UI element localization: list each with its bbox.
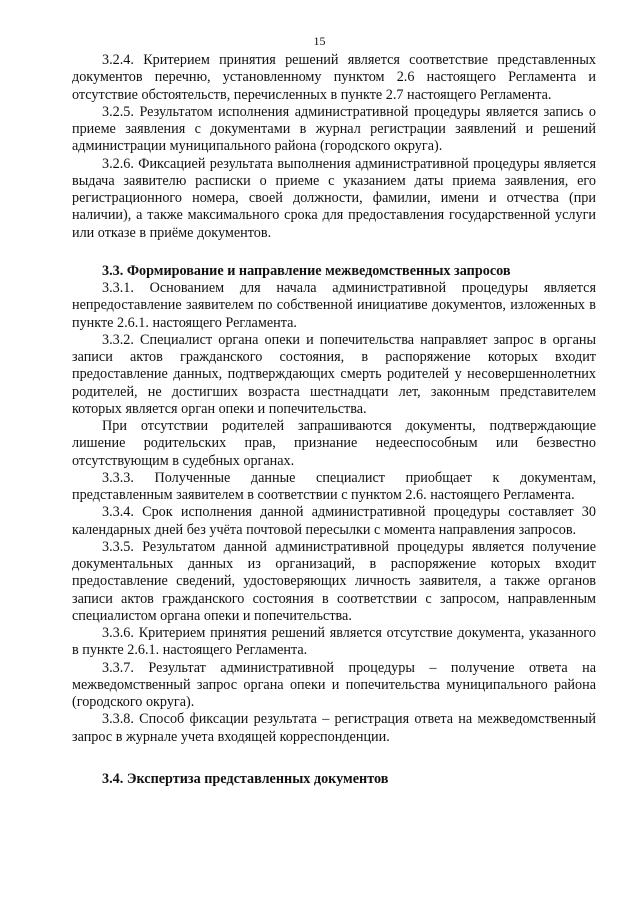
- paragraph-absent-parents: При отсутствии родителей запрашиваются документы, подтверждающие лишение родительских прав, признание недееспособным или безвестно отсутствующим в судебных органах.: [72, 418, 596, 469]
- paragraph-3-3-3: 3.3.3. Полученные данные специалист приобщает к документам, представленным заявителем в соответствии с пунктом 2.6. настоящего Регламента.: [72, 469, 596, 503]
- paragraph-3-3-2: 3.3.2. Специалист органа опеки и попечительства направляет запрос в органы записи актов гражданского состояния, в распоряжение которых входит предоставление данных, подтверждающих смерть родителей у несовершеннолетних родителей, не достигших возраста шестнадцати лет, законным представителем которых является орган опеки и попечительства.: [72, 331, 596, 417]
- paragraph-3-3-5: 3.3.5. Результатом данной административной процедуры является получение документальных данных из организаций, в распоряжение которых входит предоставление сведений, удостоверяющих личность заявителя, а также органов записи актов гражданского состояния в соответствии с запросом, направленным специалистом органа опеки и попечительства.: [72, 538, 596, 624]
- section-heading-3-4: 3.4. Экспертиза представленных документов: [102, 770, 389, 787]
- paragraph-3-2-5: 3.2.5. Результатом исполнения административной процедуры является запись о приеме заявления с документами в журнал регистрации заявлений и решений администрации муниципального района (городского округа).: [72, 103, 596, 155]
- document-body: [72, 52, 596, 788]
- section-heading-3-3: 3.3. Формирование и направление межведомственных запросов: [102, 262, 511, 279]
- paragraph-3-3-6: 3.3.6. Критерием принятия решений является отсутствие документа, указанного в пункте 2.6.1. настоящего Регламента.: [72, 625, 596, 659]
- page-number: 15: [313, 34, 326, 48]
- paragraph-3-3-8: 3.3.8. Способ фиксации результата – регистрация ответа на межведомственный запрос в журнале учета входящей корреспонденции.: [72, 711, 596, 745]
- paragraph-3-3-4: 3.3.4. Срок исполнения данной административной процедуры составляет 30 календарных дней без учёта почтовой пересылки с момента направления запросов.: [72, 504, 596, 538]
- paragraph-3-3-7: 3.3.7. Результат административной процедуры – получение ответа на межведомственный запрос органа опеки и попечительства муниципального района (городского округа).: [72, 659, 596, 710]
- paragraph-3-2-6: 3.2.6. Фиксацией результата выполнения административной процедуры является выдача заявителю расписки о приеме с указанием даты приема заявления, его регистрационного номера, своей должности, фамилии, имени и отчества (при наличии), а также максимального срока для предоставления государственной услуги или отказе в приёме документов.: [72, 155, 596, 241]
- paragraph-3-3-1: 3.3.1. Основанием для начала административной процедуры является непредоставление заявителем по собственной инициативе документов, изложенных в пункте 2.6.1. настоящего Регламента.: [72, 280, 596, 331]
- paragraph-3-2-4: 3.2.4. Критерием принятия решений является соответствие представленных документов перечню, установленному пунктом 2.6 настоящего Регламента и отсутствие обстоятельств, перечисленных в пункте 2.7 настоящего Регламента.: [72, 52, 596, 103]
